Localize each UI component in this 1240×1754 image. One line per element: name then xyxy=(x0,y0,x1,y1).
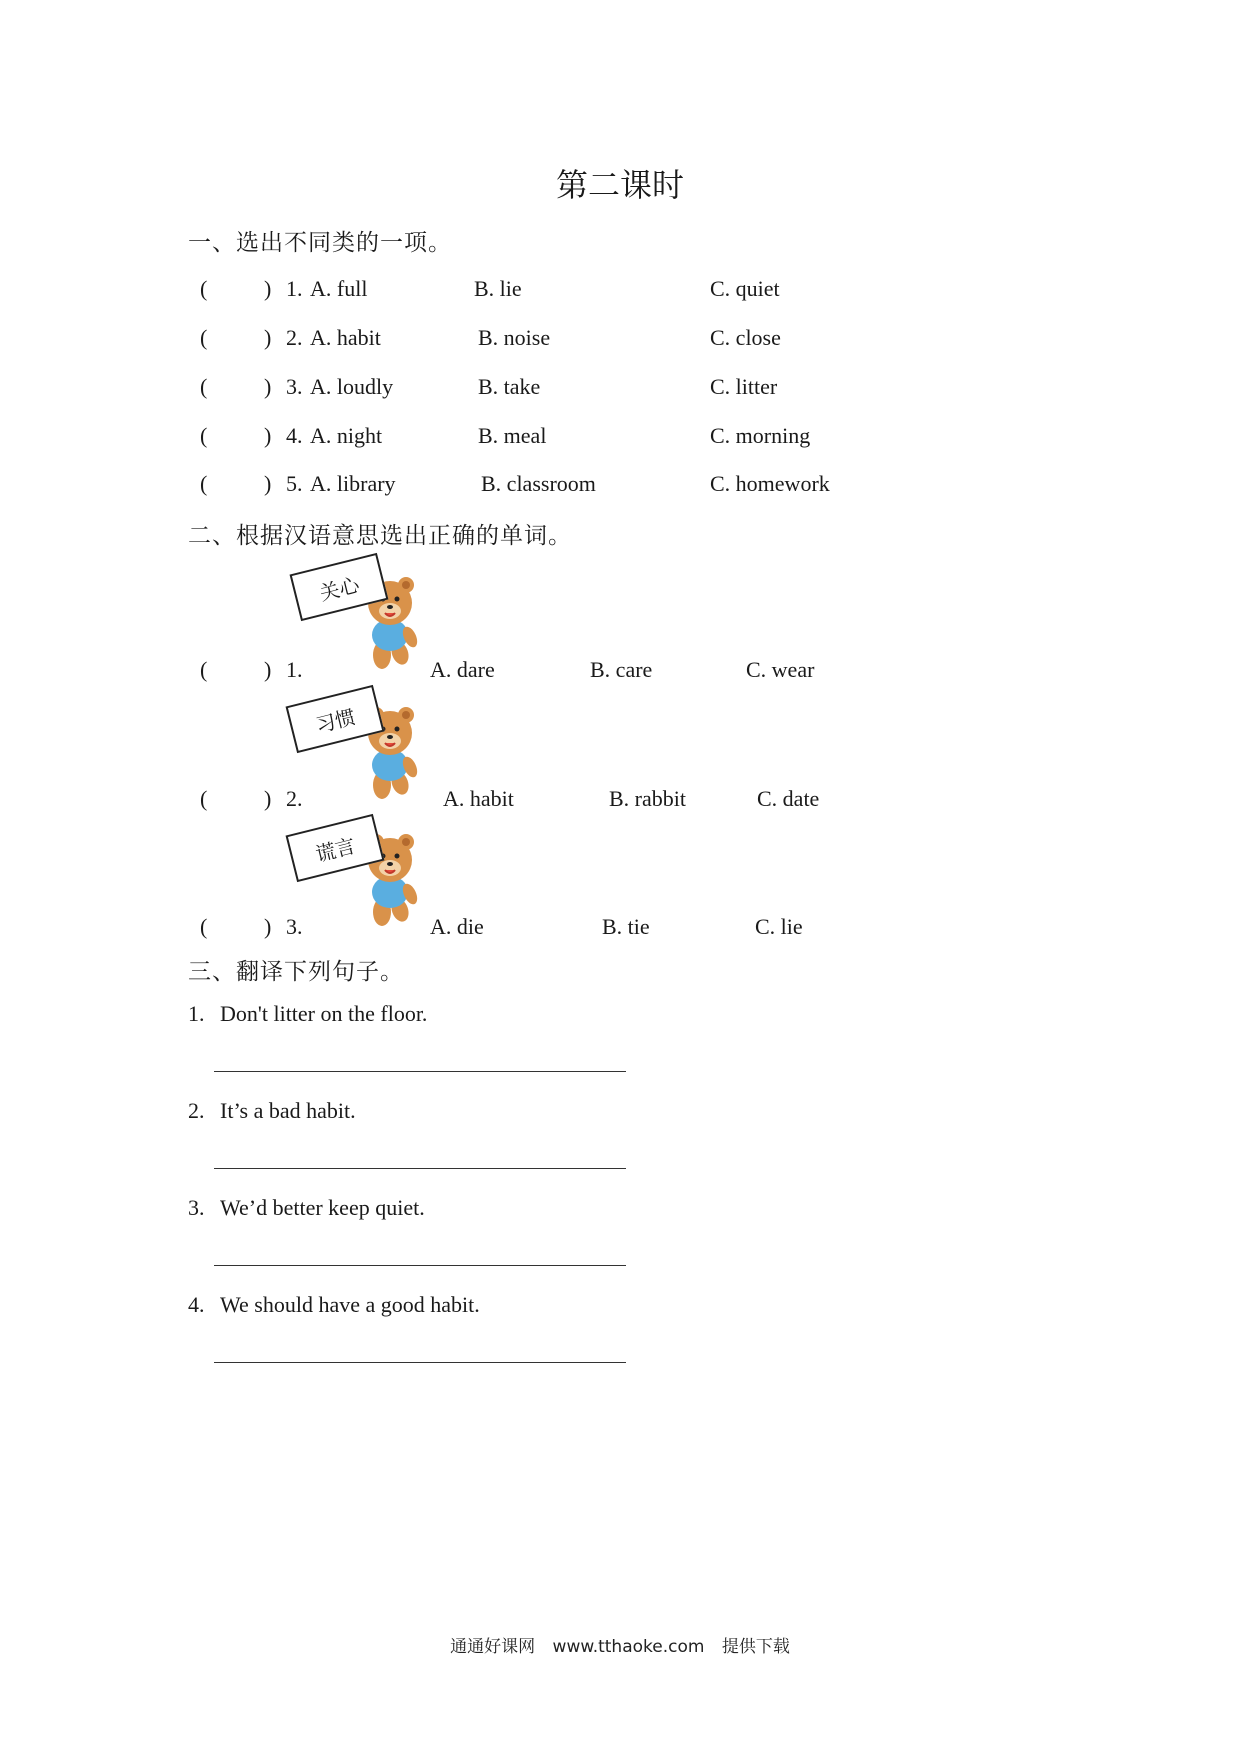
part3-item-3 xyxy=(188,1195,425,1221)
answer-paren-open: ( xyxy=(200,325,208,350)
bear-sign-illustration xyxy=(290,685,430,810)
option-a: A. die xyxy=(430,914,484,939)
answer-paren-close: ) xyxy=(264,471,272,496)
option-b: B. noise xyxy=(478,325,551,350)
part3-item-2 xyxy=(188,1098,356,1124)
answer-paren-close: ) xyxy=(264,786,272,811)
footer-url[interactable]: www.tthaoke.com xyxy=(552,1637,705,1657)
answer-paren-close: ) xyxy=(264,914,272,939)
part2-heading: 二、根据汉语意思选出正确的单词。 xyxy=(188,523,572,548)
answer-paren-close: ) xyxy=(264,374,272,399)
part1-heading: 一、选出不同类的一项。 xyxy=(188,230,452,255)
option-a: A. loudly xyxy=(310,374,394,399)
answer-paren-close: ) xyxy=(264,423,272,448)
item-number: 3. xyxy=(286,914,303,939)
footer-suffix: 提供下载 xyxy=(721,1637,790,1657)
answer-line xyxy=(214,1362,626,1363)
part3-item-1 xyxy=(188,1001,427,1027)
bear-sign-illustration xyxy=(290,812,430,937)
option-a: A. library xyxy=(310,471,396,496)
option-a: A. full xyxy=(310,276,368,301)
option-c: C. wear xyxy=(746,657,815,682)
sentence-text: We’d better keep quiet. xyxy=(220,1195,425,1220)
answer-paren-close: ) xyxy=(264,657,272,682)
sign-text: 关心 xyxy=(317,571,362,605)
sentence-text: It’s a bad habit. xyxy=(220,1098,356,1123)
option-c: C. date xyxy=(757,786,820,811)
option-c: C. homework xyxy=(710,471,830,496)
answer-paren-open: ( xyxy=(200,276,208,301)
answer-paren-open: ( xyxy=(200,471,208,496)
item-number: 3. xyxy=(286,374,303,399)
item-number: 1. xyxy=(286,276,303,301)
answer-paren-open: ( xyxy=(200,374,208,399)
page-title: 第二课时 xyxy=(555,167,684,203)
item-number: 4. xyxy=(188,1292,205,1317)
answer-paren-open: ( xyxy=(200,657,208,682)
sentence-text: We should have a good habit. xyxy=(220,1292,480,1317)
item-number: 2. xyxy=(188,1098,205,1123)
sign-text: 习惯 xyxy=(313,703,358,737)
option-b: B. tie xyxy=(602,914,650,939)
answer-line xyxy=(214,1265,626,1266)
item-number: 2. xyxy=(286,786,303,811)
part3-heading: 三、翻译下列句子。 xyxy=(188,959,404,984)
option-c: C. morning xyxy=(710,423,811,448)
option-b: B. meal xyxy=(478,423,547,448)
option-a: A. habit xyxy=(310,325,381,350)
answer-paren-open: ( xyxy=(200,423,208,448)
part3-item-4 xyxy=(188,1292,480,1318)
bear-sign-illustration xyxy=(290,555,430,680)
item-number: 1. xyxy=(188,1001,205,1026)
option-b: B. care xyxy=(590,657,653,682)
answer-paren-open: ( xyxy=(200,914,208,939)
answer-paren-close: ) xyxy=(264,276,272,301)
option-b: B. rabbit xyxy=(609,786,686,811)
item-number: 4. xyxy=(286,423,303,448)
option-b: B. lie xyxy=(474,276,522,301)
answer-paren-open: ( xyxy=(200,786,208,811)
option-b: B. take xyxy=(478,374,541,399)
sentence-text: Don't litter on the floor. xyxy=(220,1001,428,1026)
option-a: A. habit xyxy=(443,786,514,811)
sign-text: 谎言 xyxy=(313,832,358,866)
option-a: A. night xyxy=(310,423,383,448)
answer-paren-close: ) xyxy=(264,325,272,350)
answer-line xyxy=(214,1071,626,1072)
footer-site-name: 通通好课网 xyxy=(450,1637,536,1657)
option-b: B. classroom xyxy=(481,471,596,496)
option-c: C. lie xyxy=(755,914,803,939)
option-c: C. close xyxy=(710,325,781,350)
item-number: 1. xyxy=(286,657,303,682)
footer xyxy=(0,1632,1240,1657)
item-number: 2. xyxy=(286,325,303,350)
option-c: C. quiet xyxy=(710,276,780,301)
item-number: 3. xyxy=(188,1195,205,1220)
item-number: 5. xyxy=(286,471,303,496)
option-a: A. dare xyxy=(430,657,495,682)
option-c: C. litter xyxy=(710,374,778,399)
answer-line xyxy=(214,1168,626,1169)
